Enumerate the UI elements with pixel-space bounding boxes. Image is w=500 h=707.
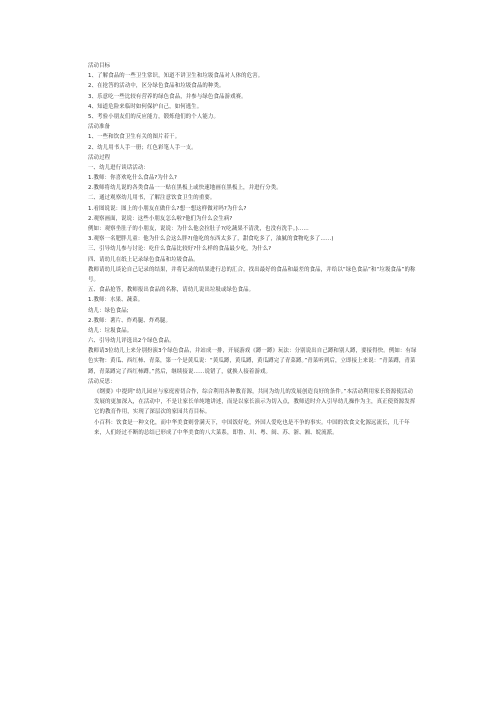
goal-item: 5、考验小朋友们的反应能力，锻炼他们的个人能力。 xyxy=(88,113,220,120)
goal-item: 3、乐意吃一些比较有营养的绿色食品，并参与绿色食品游戏赛。 xyxy=(88,93,247,100)
step-text: 例如：观察坐肚子的小朋友，说说：为什么他会拉肚子?(吃蔬果不清洗，也没有洗手。)…… xyxy=(88,226,309,232)
step-paragraph: 教师请3位幼儿上来分别扮演3个绿色食品，并站成一排，开展游戏《蹲一蹲》玩法：分别说出自己蹲和别人蹲，要接得快。例如：有绿色实物：黄瓜、西红柿、青菜，第一个是黄瓜说：“黄瓜蹲，黄瓜蹲，黄瓜蹲完了青菜蹲。”青菜听到后，立即接上来说：“青菜蹲，青菜蹲，青菜蹲完了西红柿蹲。”然后，继续接说……说错了，就换人接着游戏。 xyxy=(88,348,417,375)
step-text: 2.教师将幼儿说的各类食品一一贴在黑板上或快速地画在黑板上，并进行分类。 xyxy=(88,185,282,192)
step-heading: 一、幼儿进行谈话活动： xyxy=(88,164,149,171)
process-heading: 活动过程 xyxy=(88,154,111,161)
step-heading: 六、引导幼儿评选出2个绿色食品。 xyxy=(88,338,175,345)
goal-item: 1、了解食品的一些卫生常识，知道不讲卫生和垃圾食品对人体的危害。 xyxy=(88,73,264,80)
step-text: 2.观察画面，说说：这些小朋友怎么啦?他们为什么会生病? xyxy=(88,215,233,222)
step-heading: 四、请幼儿在纸上记录绿色食品和垃圾食品。 xyxy=(88,256,199,263)
step-text: 幼儿：绿色食品; xyxy=(88,307,129,314)
prep-heading: 活动准备 xyxy=(88,124,111,131)
document-body xyxy=(88,61,418,438)
step-text: 1.看图说说：图上的小朋友在做什么?想一想这样做对吗?为什么? xyxy=(88,205,247,212)
step-heading: 二、通过观察幼儿用书，了解注意饮食卫生的重要。 xyxy=(88,195,216,202)
reflection-paragraph: 《纲要》中提到“幼儿园应与家庭密切合作，综合利用各种教育源，共同为幼儿的发展创造良好的条件。”本活动利用家长资源使活动发展的更加深入，在活动中，不是让家长单纯地讲述，而是以家长演示为切入点，教师适时介入引导幼儿操作为主，真正使资源发挥它的教育作用，实现了深层次的家园共育目标。 xyxy=(94,389,416,416)
step-heading: 五、食品抢答，教师报出食品的名称，请幼儿说出垃圾或绿色食品。 xyxy=(88,287,255,294)
step-text: 幼儿：垃圾食品。 xyxy=(88,327,133,334)
goals-heading: 活动目标 xyxy=(88,63,111,69)
step-text: 3.观察一名肥胖儿童：他为什么会这么胖?(他吃的东西太多了，甜食吃多了，油腻的食物吃多了……) xyxy=(88,236,334,243)
step-paragraph: 教师请幼儿谈论自己记录的结果，并将记录的结果进行总的汇合，找出最好的食品和最差的食品，并给以“绿色食品”和“垃圾食品”的称号。 xyxy=(88,266,416,283)
goal-item: 2、在抢答的活动中，区分绿色食品和垃圾食品的种类。 xyxy=(88,83,225,90)
goal-item: 4、知道危险来临时如何保护自己，如何逃生。 xyxy=(88,103,203,110)
prep-item: 2、幼儿用书人手一册；红色彩笔人手一支。 xyxy=(88,144,197,151)
step-heading: 三、引导幼儿参与讨论：吃什么食品比较好?什么样的食品最少吃，为什么? xyxy=(88,246,272,253)
step-text: 2.教师：薯片、炸鸡腿、炸鸡腿。 xyxy=(88,317,172,324)
step-text: 1.教师：你喜欢吃什么食品?为什么? xyxy=(88,175,178,182)
prep-item: 1、一些和饮食卫生有关的图片若干。 xyxy=(88,134,181,141)
reflection-heading: 活动反思： xyxy=(88,378,116,385)
reflection-paragraph: 小百科：饮食是一种文化，而中华美食则誉满天下，中国饭好吃，外国人爱吃也是不争的事实。中国的饮食文化源远流长，几千年来，人们经过不断的总结已形成了中华美食的八大菜系，即鲁、川、粤、闽、苏、浙、湘、皖流派。 xyxy=(94,419,410,436)
step-text: 1.教师：水果、蔬菜。 xyxy=(88,297,144,304)
